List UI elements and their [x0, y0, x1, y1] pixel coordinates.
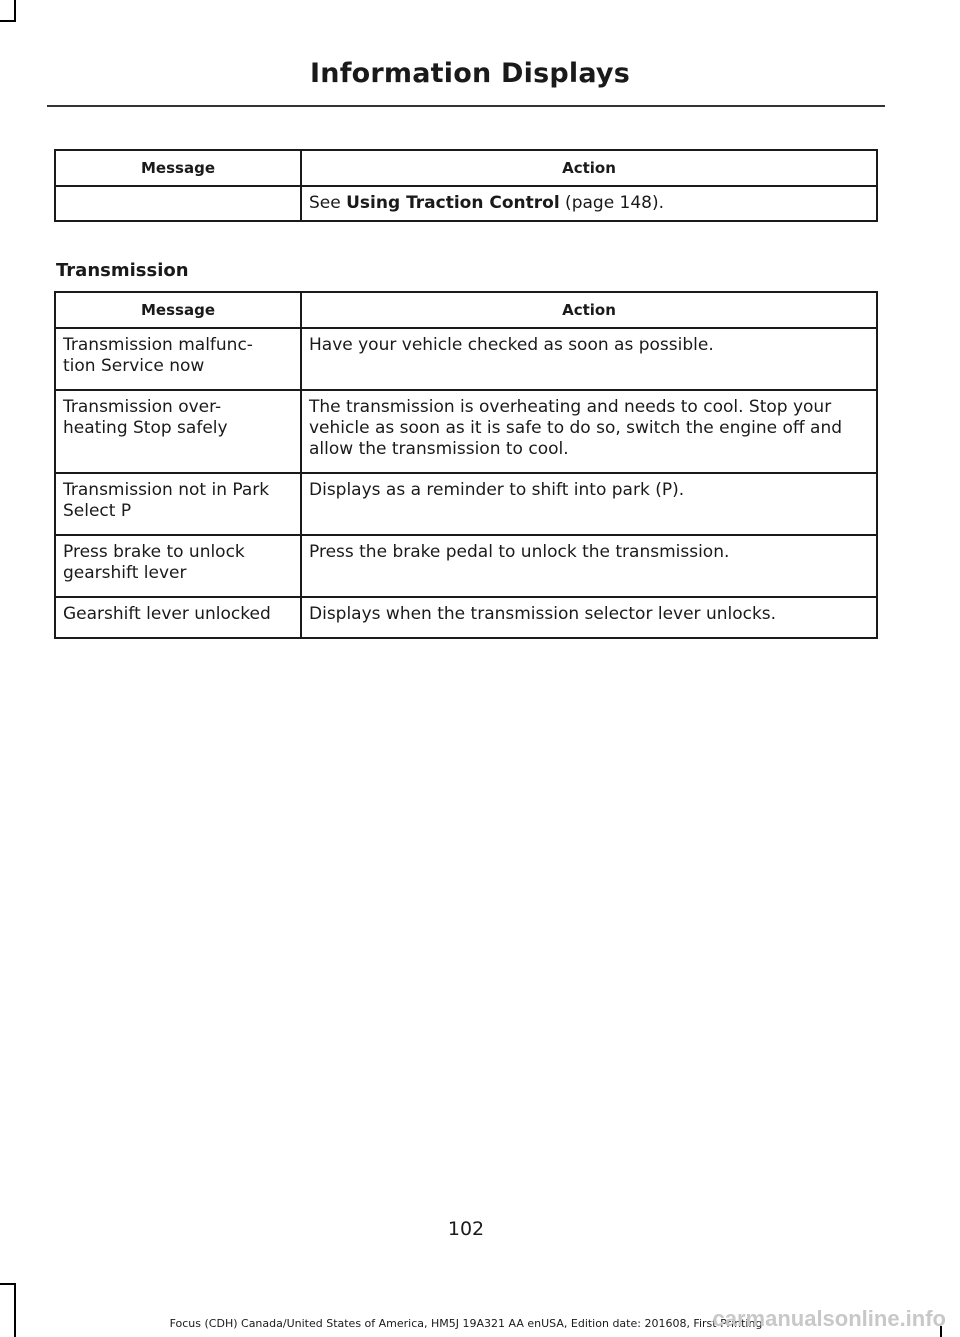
- crop-mark-top-left-v: [14, 0, 16, 22]
- cross-reference-link[interactable]: Using Traction Control: [346, 193, 560, 213]
- action-cell: Have your vehicle checked as soon as possible.: [301, 328, 877, 390]
- message-cell: [55, 186, 301, 221]
- title-rule: [47, 105, 885, 107]
- table-row: [55, 328, 877, 390]
- page-title: Information Displays: [310, 58, 630, 89]
- action-suffix: (page 148).: [559, 193, 665, 213]
- continued-message-table: [54, 149, 878, 222]
- edition-footer: Focus (CDH) Canada/United States of America, HM5J 19A321 AA enUSA, Edition date: 201608, First Printing: [169, 1317, 763, 1330]
- column-header-message: Message: [55, 150, 301, 186]
- column-header-action: Action: [301, 292, 877, 328]
- message-cell: Transmission not in Park Select P: [55, 473, 301, 535]
- table-header-row: [55, 150, 877, 186]
- action-cell: Press the brake pedal to unlock the transmission.: [301, 535, 877, 597]
- watermark-logo: carmanualsonline.info: [712, 1306, 946, 1331]
- transmission-message-table: [54, 291, 878, 639]
- table-row: [55, 186, 877, 221]
- table-row: [55, 597, 877, 638]
- action-cell: The transmission is overheating and needs to cool. Stop your vehicle as soon as it is safe to do so, switch the engine off and allow the transmission to cool.: [301, 390, 877, 473]
- crop-mark-top-left-h: [0, 20, 16, 22]
- table-header-row: [55, 292, 877, 328]
- message-cell: Press brake to unlock gearshift lever: [55, 535, 301, 597]
- column-header-action: Action: [301, 150, 877, 186]
- action-cell: [301, 186, 877, 221]
- table-row: [55, 390, 877, 473]
- table-row: [55, 473, 877, 535]
- message-cell: Gearshift lever unlocked: [55, 597, 301, 638]
- table-row: [55, 535, 877, 597]
- section-heading-transmission: Transmission: [56, 260, 189, 281]
- action-cell: Displays when the transmission selector lever unlocks.: [301, 597, 877, 638]
- column-header-message: Message: [55, 292, 301, 328]
- action-cell: Displays as a reminder to shift into park (P).: [301, 473, 877, 535]
- page-number: 102: [447, 1218, 485, 1240]
- crop-mark-bottom-left-h: [0, 1283, 16, 1285]
- action-prefix: See: [309, 193, 347, 213]
- message-cell: Transmission malfunc- tion Service now: [55, 328, 301, 390]
- message-cell: Transmission over- heating Stop safely: [55, 390, 301, 473]
